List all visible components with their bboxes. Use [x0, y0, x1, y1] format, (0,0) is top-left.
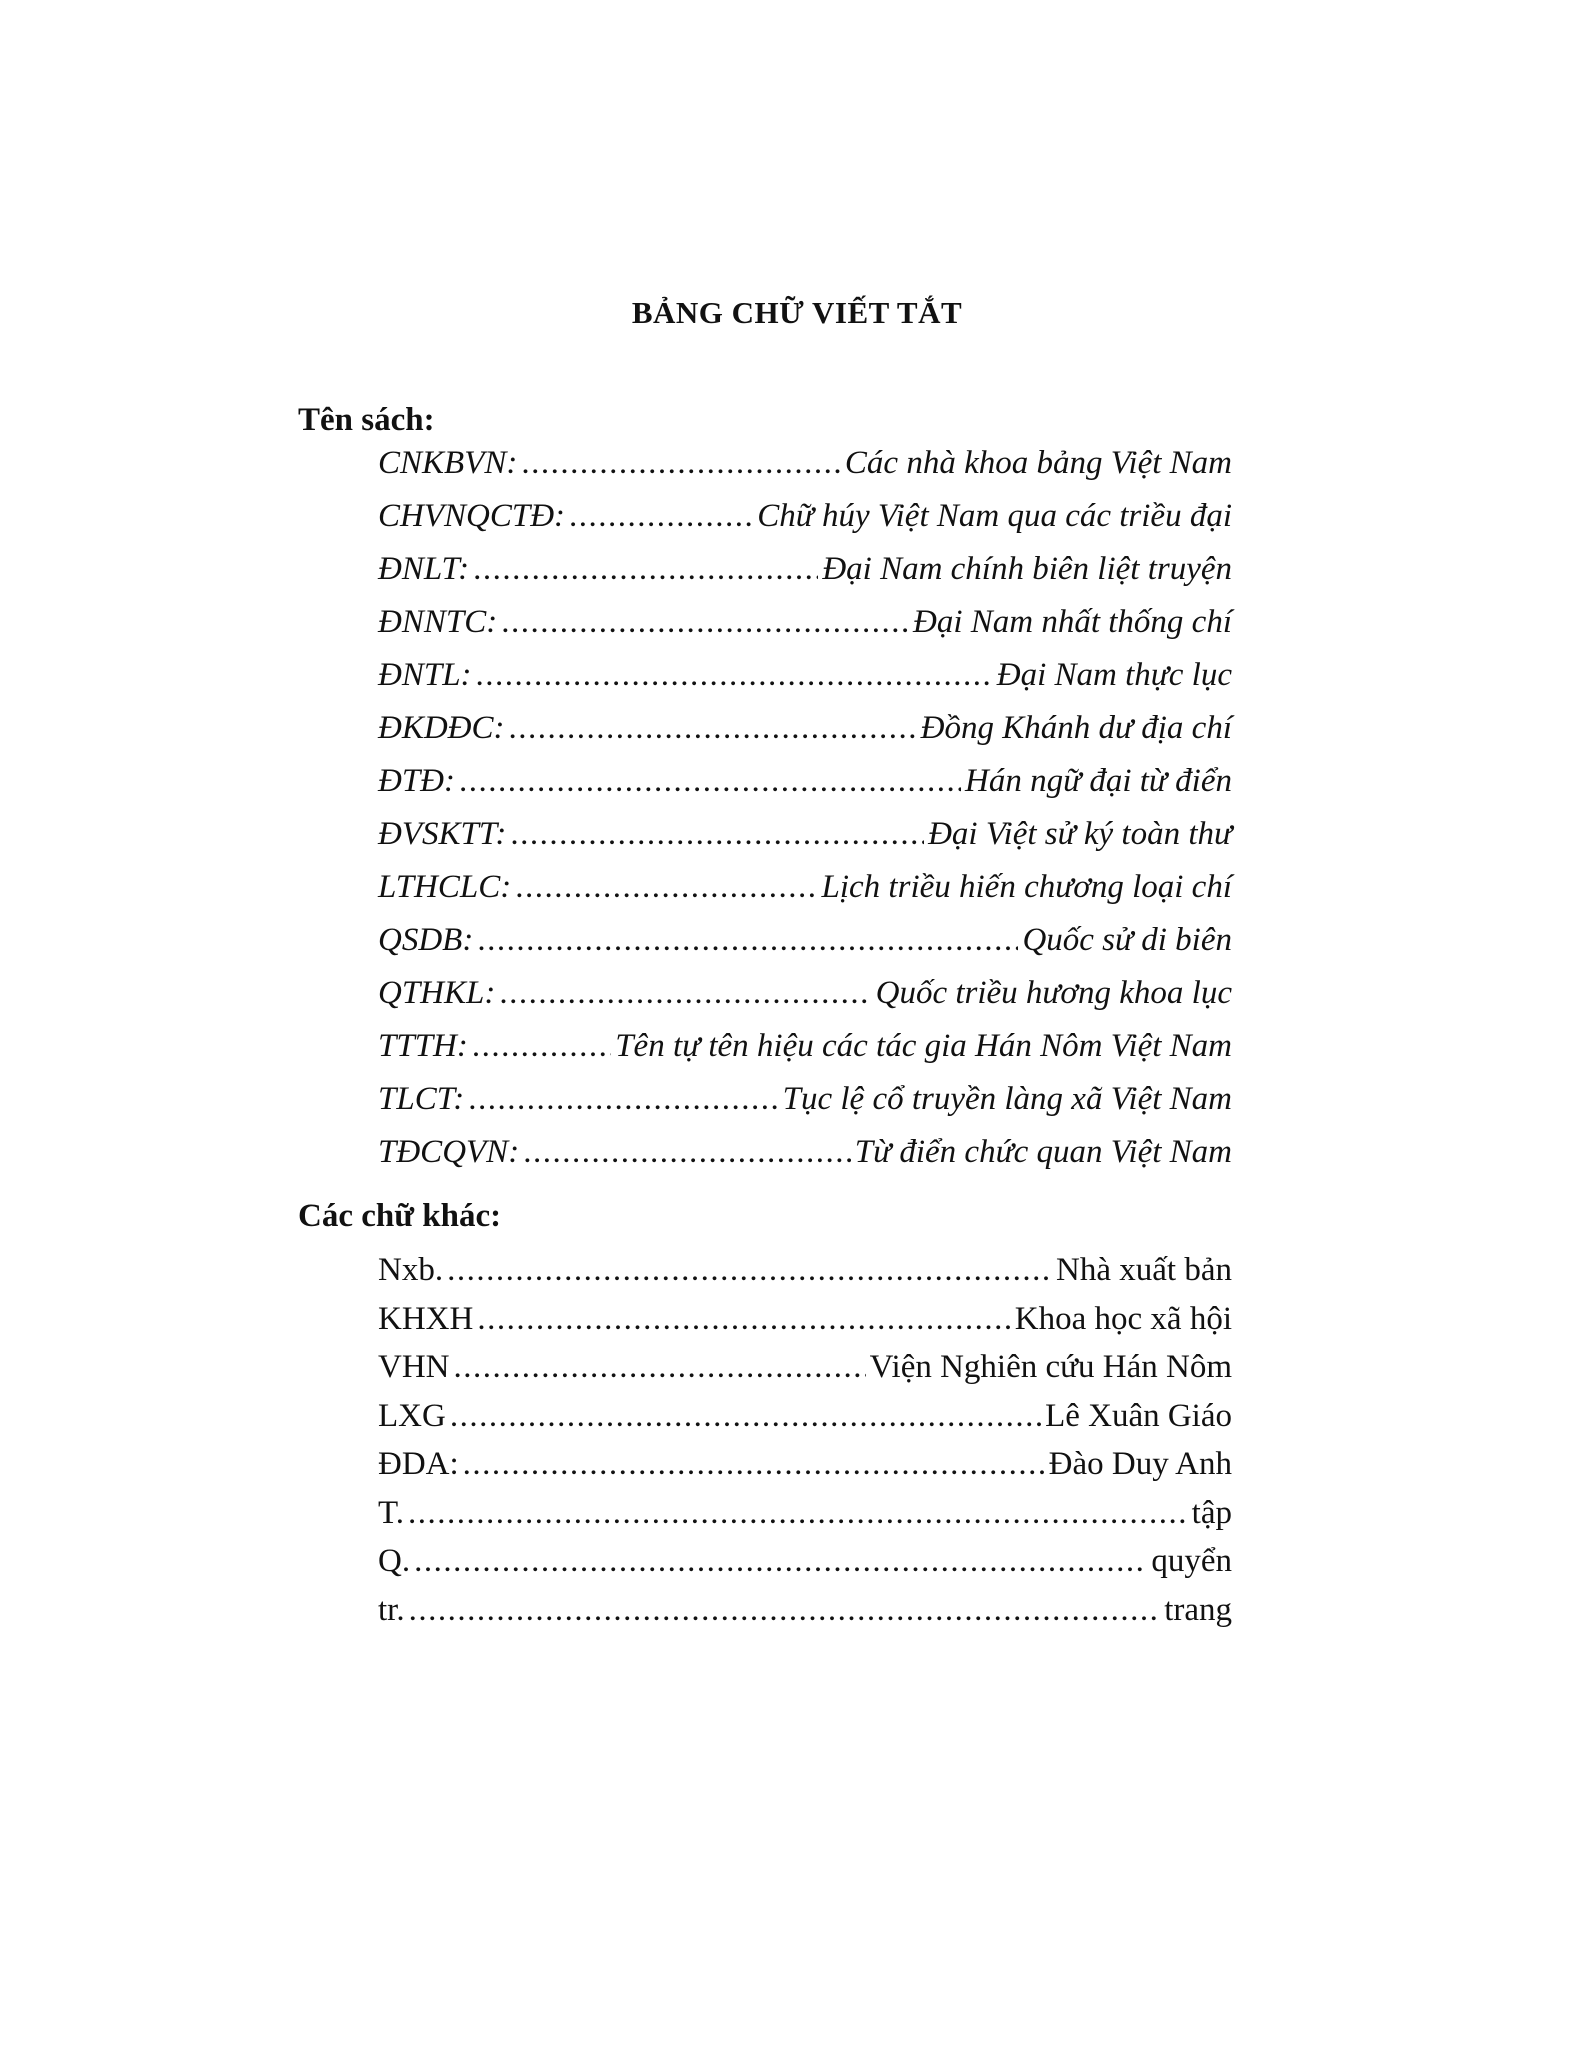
- dot-leader: [510, 816, 924, 853]
- dot-leader: [523, 1134, 851, 1171]
- list-item: [378, 445, 1232, 498]
- dot-leader: [476, 657, 993, 694]
- abbreviation-meaning: Đồng Khánh dư địa chí: [920, 710, 1232, 746]
- abbreviation: T.: [378, 1494, 404, 1531]
- list-item: [378, 1028, 1232, 1081]
- dot-leader: [459, 763, 961, 800]
- abbreviation: QSDB:: [378, 922, 474, 958]
- list-item: [378, 1349, 1232, 1398]
- abbreviation-meaning: Đại Nam chính biên liệt truyện: [822, 551, 1232, 587]
- dot-leader: [521, 445, 841, 482]
- abbreviation: QTHKL:: [378, 975, 496, 1011]
- dot-leader: [414, 1543, 1147, 1580]
- list-item: [378, 604, 1232, 657]
- dot-leader: [463, 1446, 1045, 1483]
- abbreviation-meaning: Chữ húy Việt Nam qua các triều đại: [757, 498, 1232, 534]
- dot-leader: [569, 498, 753, 535]
- abbreviation-meaning: tập: [1191, 1494, 1232, 1531]
- list-item: [378, 816, 1232, 869]
- list-item: [378, 922, 1232, 975]
- dot-leader: [468, 1081, 778, 1118]
- abbreviation: ĐKDĐC:: [378, 710, 505, 746]
- abbreviation-meaning: Lê Xuân Giáo: [1045, 1397, 1232, 1434]
- abbreviation: CNKBVN:: [378, 445, 518, 481]
- abbreviation: LTHCLC:: [378, 869, 512, 905]
- list-item: [378, 763, 1232, 816]
- abbreviation-meaning: Viện Nghiên cứu Hán Nôm: [869, 1349, 1232, 1385]
- list-item: [378, 710, 1232, 763]
- abbreviation: KHXH: [378, 1300, 474, 1337]
- abbreviation: ĐTĐ:: [378, 763, 456, 799]
- abbreviation: tr.: [378, 1591, 405, 1628]
- abbreviation-meaning: quyển: [1151, 1543, 1232, 1579]
- list-item: [378, 975, 1232, 1028]
- abbreviation: CHVNQCTĐ:: [378, 498, 566, 534]
- other-abbreviation-list: [378, 1252, 1232, 1640]
- list-item: [378, 1134, 1232, 1187]
- abbreviation-meaning: Đại Việt sử ký toàn thư: [928, 816, 1232, 852]
- abbreviation-meaning: Tên tự tên hiệu các tác gia Hán Nôm Việt Nam: [615, 1028, 1232, 1064]
- abbreviation-meaning: Lịch triều hiến chương loại chí: [821, 869, 1232, 905]
- list-item: [378, 498, 1232, 551]
- abbreviation-meaning: Các nhà khoa bảng Việt Nam: [844, 445, 1232, 481]
- dot-leader: [472, 1028, 611, 1065]
- dot-leader: [447, 1252, 1052, 1289]
- dot-leader: [515, 869, 817, 906]
- abbreviation: TLCT:: [378, 1081, 465, 1117]
- abbreviation-meaning: Đào Duy Anh: [1048, 1446, 1232, 1482]
- abbreviation-meaning: Đại Nam thực lục: [996, 657, 1232, 693]
- abbreviation: ĐNNTC:: [378, 604, 498, 640]
- abbreviation: LXG: [378, 1397, 446, 1434]
- dot-leader: [501, 604, 909, 641]
- dot-leader: [450, 1398, 1041, 1435]
- abbreviation: ĐVSKTT:: [378, 816, 507, 852]
- abbreviation-meaning: Hán ngữ đại từ điển: [965, 763, 1232, 799]
- list-item: [378, 1398, 1232, 1447]
- book-section-heading: Tên sách:: [298, 402, 435, 438]
- abbreviation: ĐDA:: [378, 1446, 459, 1482]
- abbreviation-meaning: Từ điển chức quan Việt Nam: [854, 1134, 1232, 1170]
- abbreviation: TĐCQVN:: [378, 1134, 520, 1170]
- list-item: [378, 1495, 1232, 1544]
- list-item: [378, 1301, 1232, 1350]
- list-item: [378, 551, 1232, 604]
- abbreviation-meaning: Quốc triều hương khoa lục: [875, 975, 1232, 1011]
- list-item: [378, 657, 1232, 710]
- dot-leader: [454, 1349, 866, 1386]
- list-item: [378, 1592, 1232, 1641]
- list-item: [378, 1081, 1232, 1134]
- book-abbreviation-list: [378, 445, 1232, 1187]
- dot-leader: [408, 1495, 1188, 1532]
- list-item: [378, 869, 1232, 922]
- dot-leader: [499, 975, 871, 1012]
- abbreviation-meaning: Quốc sử di biên: [1022, 922, 1232, 958]
- other-section-heading: Các chữ khác:: [298, 1198, 502, 1234]
- dot-leader: [509, 710, 917, 747]
- abbreviation-meaning: Tục lệ cổ truyền làng xã Việt Nam: [782, 1081, 1232, 1117]
- abbreviation: VHN: [378, 1349, 450, 1385]
- abbreviation: ĐNLT:: [378, 551, 470, 587]
- dot-leader: [409, 1592, 1161, 1629]
- dot-leader: [477, 922, 1018, 959]
- abbreviation: TTTH:: [378, 1028, 468, 1064]
- abbreviation: Nxb.: [378, 1252, 444, 1288]
- abbreviation: Q.: [378, 1543, 411, 1579]
- abbreviation-meaning: Khoa học xã hội: [1014, 1300, 1232, 1337]
- list-item: [378, 1543, 1232, 1592]
- dot-leader: [477, 1301, 1010, 1338]
- page-title: BẢNG CHỮ VIẾT TẮT: [631, 295, 963, 330]
- abbreviation-meaning: Đại Nam nhất thống chí: [913, 604, 1232, 640]
- abbreviation-meaning: trang: [1164, 1591, 1232, 1628]
- list-item: [378, 1446, 1232, 1495]
- dot-leader: [473, 551, 818, 588]
- abbreviation-meaning: Nhà xuất bản: [1056, 1252, 1232, 1288]
- list-item: [378, 1252, 1232, 1301]
- abbreviation: ĐNTL:: [378, 657, 472, 693]
